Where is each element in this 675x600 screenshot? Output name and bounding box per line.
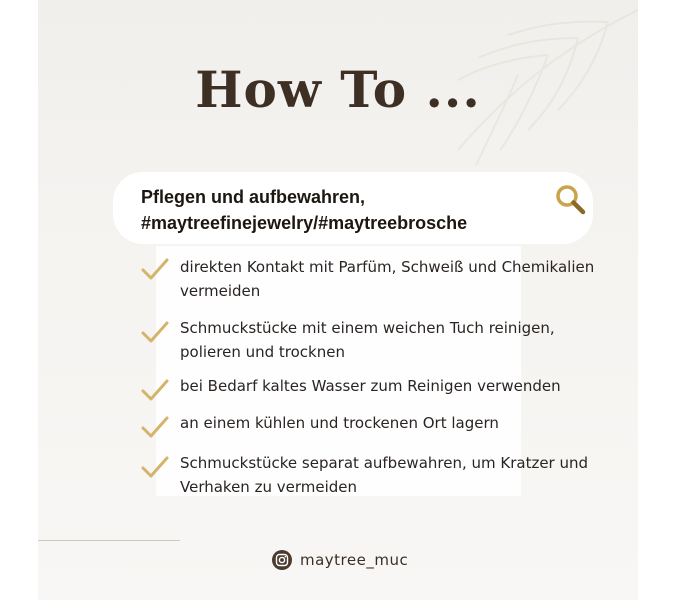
post-card [38,0,638,600]
list-item-text: Schmuckstücke separat aufbewahren, um Kratzer und Verhaken zu vermeiden [180,454,589,496]
page-title: How To ... [195,60,481,119]
list-item-text: direkten Kontakt mit Parfüm, Schweiß und Chemikalien vermeiden [180,258,595,300]
checkmark-icon [141,257,169,281]
instagram-handle[interactable]: maytree_muc [300,551,409,569]
list-item-text: Schmuckstücke mit einem weichen Tuch reinigen, polieren und trocknen [180,319,555,361]
search-query-line-1: Pflegen und aufbewahren, [141,187,366,207]
list-item-text: bei Bedarf kaltes Wasser zum Reinigen verwenden [180,377,561,395]
checkmark-icon [141,378,169,402]
instagram-icon[interactable] [272,550,292,570]
checkmark-icon [141,415,169,439]
footer [272,548,408,572]
divider [38,540,180,541]
checkmark-icon [141,320,169,344]
checkmark-icon [141,455,169,479]
search-icon [553,182,587,216]
search-query [141,184,467,236]
search-bar [113,172,593,244]
list-item-text: an einem kühlen und trockenen Ort lagern [180,414,499,432]
search-query-line-2: #maytreefinejewelry/#maytreebrosche [141,213,468,233]
